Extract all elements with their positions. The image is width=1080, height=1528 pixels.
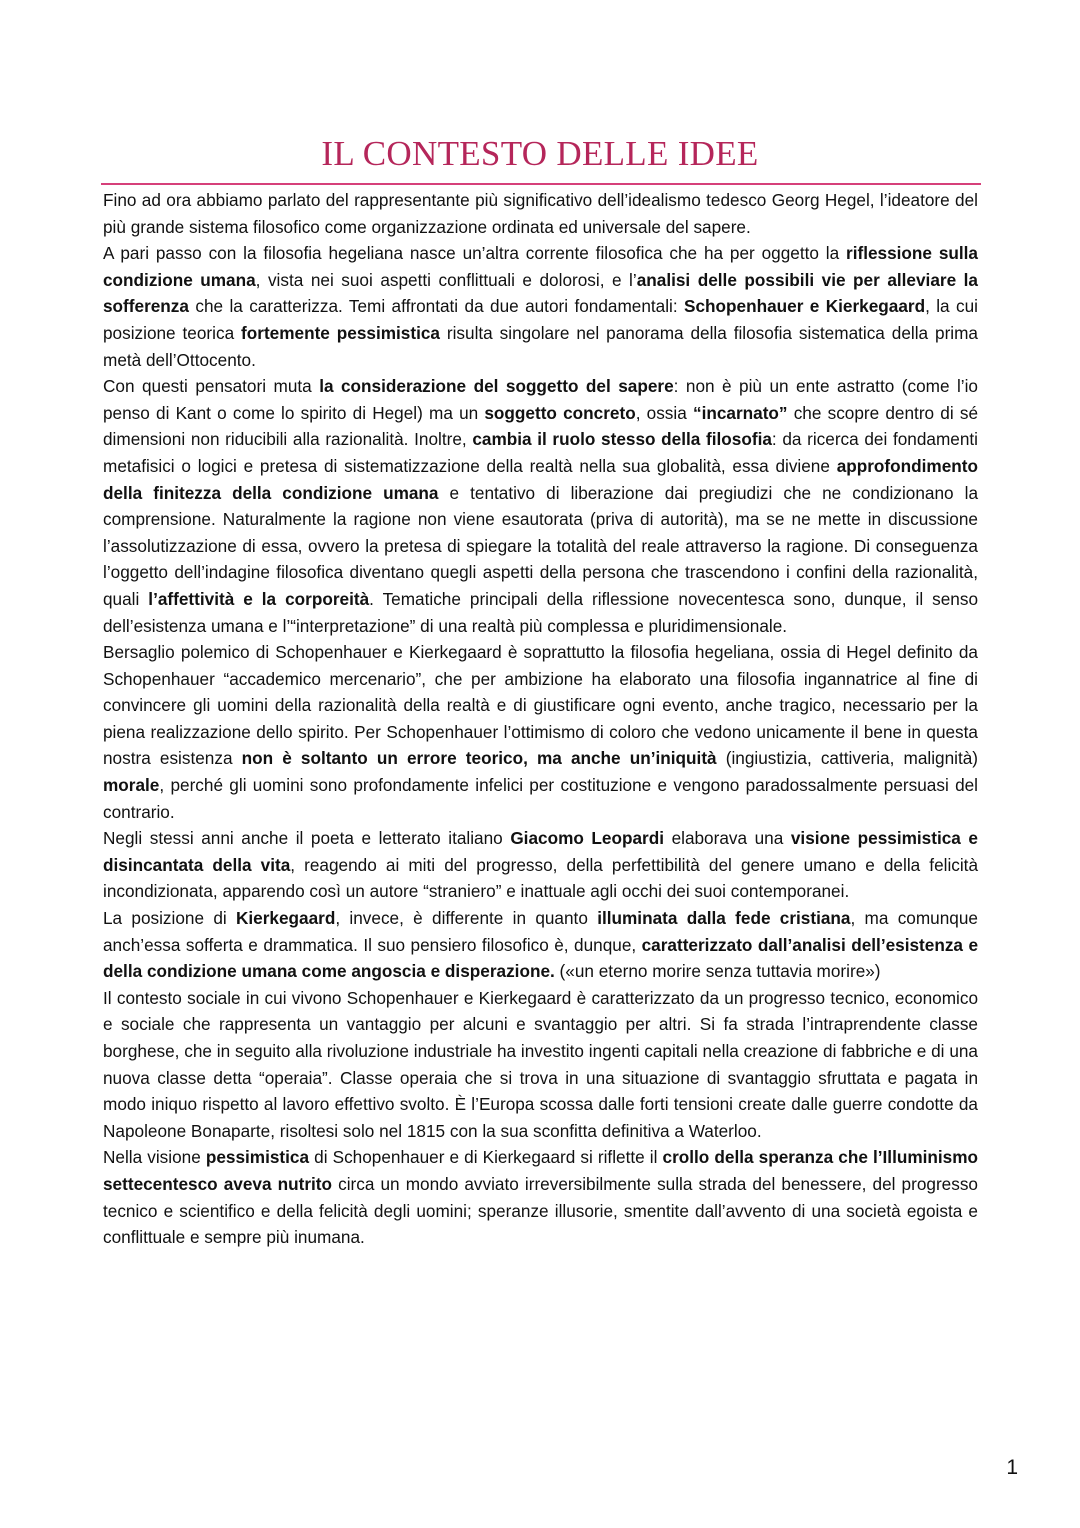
text-run: che la caratterizza. Temi affrontati da due autori fondamentali: [188,296,685,317]
text-run: Il contesto sociale in cui vivono Schopenhauer e Kierkegaard è caratterizzato da un progresso tecnico, economico e sociale che rappresenta un vantaggio per alcuni e svantaggio per altri. Si fa strada l’intraprendente classe borghese, che in seguito alla rivoluzione industriale ha investito ingenti capitali nella creazione di fabbriche e di una nuova classe detta “operaia”. Classe operaia che si trova in una situazione di svantaggio sfruttata e pagata in modo iniquo rispetto al lavoro effettivo svolto. È l’Europa scossa dalle forti tensioni create dalle guerre condotte da Napoleone Bonaparte, risoltesi solo nel 1815 con la sua sconfitta definitiva a Waterloo. [103,987,978,1141]
text-run: : non è più un ente astratto (come l’io penso di Kant o come lo spirito di Hegel) ma un [103,376,978,423]
paragraph-5 [103,825,978,905]
document-body [103,187,978,1251]
bold-text-run: la considerazione del soggetto del sapere [319,376,674,397]
text-run: , perché gli uomini sono profondamente infelici per costituzione e vengono paradossalmente persuasi del contrario. [103,775,978,822]
text-run: , reagendo ai miti del progresso, della perfettibilità del genere umano e della felicità incondizionata, apparendo così un autore “straniero” e inattuale agli occhi dei suoi contemporanei. [103,854,979,902]
text-run: Fino ad ora abbiamo parlato del rappresentante più significativo dell’idealismo tedesco Georg Hegel, l’ideatore del più grande sistema filosofico come organizzazione ordinata ed universale del sapere. [103,190,978,237]
text-run: La posizione di [103,908,236,929]
text-run: Negli stessi anni anche il poeta e letterato italiano [103,828,511,849]
paragraph-7 [103,985,978,1145]
text-run: risulta singolare nel panorama della filosofia sistematica della prima metà dell’Ottocento. [103,322,978,370]
text-run: (ingiustizia, cattiveria, malignità) [716,748,979,769]
text-run: Con questi pensatori muta [103,376,320,397]
bold-text-run: l’affettività e la corporeità [148,588,370,609]
text-run: , ossia [635,402,693,423]
bold-text-run: analisi delle possibili vie per alleviare la sofferenza [103,269,978,317]
bold-text-run: riflessione sulla condizione umana [103,243,978,290]
paragraph-8 [103,1144,978,1250]
bold-text-run: illuminata dalla fede cristiana [597,908,851,929]
page-number: 1 [1006,1456,1018,1479]
text-run: , vista nei suoi aspetti conflittuali e dolorosi, e l’ [255,269,637,290]
text-run: , la cui posizione teorica [103,296,978,343]
text-run: che scopre dentro di sé dimensioni non riducibili alla razionalità. Inoltre, [103,402,978,450]
page-title: IL CONTESTO DELLE IDEE [321,134,759,173]
title-underline [101,183,981,185]
bold-text-run: caratterizzato dall’analisi dell’esistenza e della condizione umana come angoscia e disperazione. [103,934,979,982]
bold-text-run: morale [103,775,160,796]
text-run: Bersaglio polemico di Schopenhauer e Kierkegaard è soprattutto la filosofia hegeliana, ossia di Hegel definito da Schopenhauer “accademico mercenario”, che per ambizione ha elaborato una filosofia ingannatrice al fine di convincere gli uomini della razionalità della realtà e di giustificare ogni evento, anche tragico, necessario per la piena realizzazione dello spirito. Per Schopenhauer l’ottimismo di coloro che vedono unicamente il bene in questa nostra esistenza [103,642,978,769]
text-run: circa un mondo avviato irreversibilmente sulla strada del benessere, del progresso tecnico e scientifico e della felicità degli uomini; speranze illusorie, smentite dall’avvento di una società egoista e conflittuale e sempre più inumana. [103,1173,978,1248]
bold-text-run: approfondimento della finitezza della condizione umana [103,455,978,503]
paragraph-4 [103,639,978,825]
bold-text-run: non è soltanto un errore teorico, ma anche un’iniquità [241,748,717,769]
text-run: : da ricerca dei fondamenti metafisici o logici e pretesa di sistematizzazione della realtà nella sua globalità, essa diviene [103,429,978,476]
bold-text-run: pessimistica [205,1147,310,1168]
bold-text-run: visione pessimistica e disincantata della vita [103,828,978,875]
text-run: («un eterno morire senza tuttavia morire») [554,961,881,982]
paragraph-2 [103,240,978,373]
paragraph-3 [103,373,978,639]
text-run: , invece, è differente in quanto [335,908,598,929]
text-run: Nella visione [103,1147,206,1168]
text-run: , ma comunque anch’essa sofferta e drammatica. Il suo pensiero filosofico è, dunque, [103,908,978,955]
bold-text-run: fortemente pessimistica [241,322,440,343]
bold-text-run: soggetto concreto [484,402,636,423]
text-run: . Tematiche principali della riflessione novecentesca sono, dunque, il senso dell’esistenza umana e l’“interpretazione” di una realtà più complessa e pluridimensionale. [103,588,978,636]
text-run: di Schopenhauer e di Kierkegaard si riflette il [309,1147,663,1168]
bold-text-run: “incarnato” [692,402,788,423]
text-run: e tentativo di liberazione dai pregiudizi che ne condizionano la comprensione. Naturalmente la ragione non viene esautorata (priva di autorità), ma se ne mette in discussione l’assolutizzazione di essa, ovvero la pretesa di spiegare la totalità del reale attraverso la ragione. Di conseguenza l’oggetto dell’indagine filosofica diventano quegli aspetti della persona che trascendono i confini della razionalità, quali [103,482,979,609]
bold-text-run: Kierkegaard [235,908,336,929]
bold-text-run: crollo della speranza che l’Illuminismo settecentesco aveva nutrito [103,1147,979,1194]
bold-text-run: Schopenhauer e Kierkegaard [684,296,926,317]
paragraph-1 [103,187,978,240]
text-run: elaborava una [664,828,791,849]
text-run: A pari passo con la filosofia hegeliana nasce un’altra corrente filosofica che ha per oggetto la [103,243,846,264]
bold-text-run: cambia il ruolo stesso della filosofia [472,429,772,450]
paragraph-6 [103,905,978,985]
bold-text-run: Giacomo Leopardi [510,828,664,849]
